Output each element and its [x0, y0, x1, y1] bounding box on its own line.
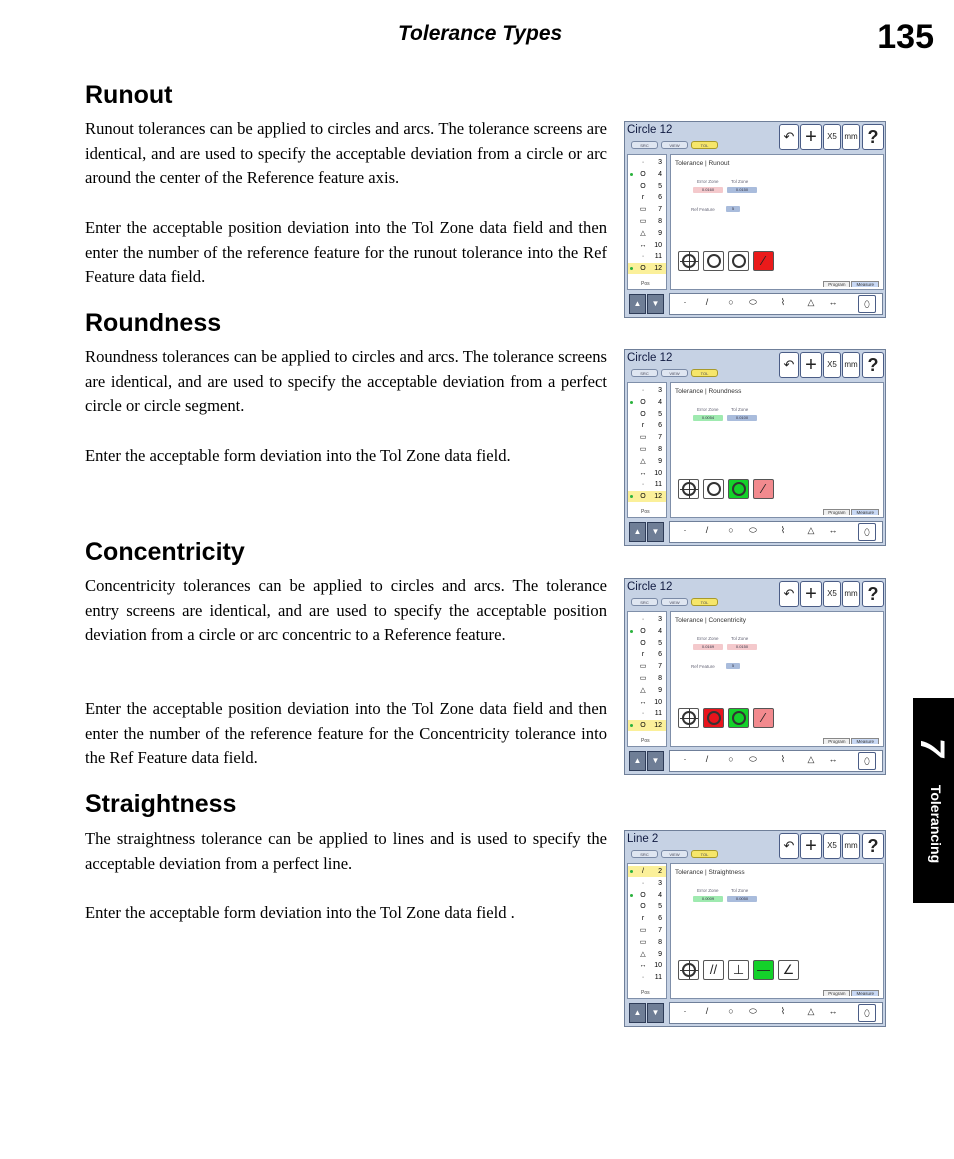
blob-tool-icon[interactable]: ⬯: [858, 752, 876, 770]
feature-glyph: ↔: [639, 241, 647, 249]
blob-tool-icon[interactable]: ⬯: [858, 523, 876, 541]
feature-list: [627, 382, 667, 518]
undo-icon[interactable]: ↶: [779, 833, 799, 859]
line-tool-icon[interactable]: /: [705, 1006, 709, 1016]
tolerance-panel: [670, 611, 884, 747]
screen-tab-tol[interactable]: TOL: [691, 369, 718, 377]
selected-circle-tolerance-icon[interactable]: [728, 479, 749, 499]
feature-number: 8: [658, 675, 662, 682]
feature-glyph: O: [640, 398, 646, 406]
scroll-down-icon[interactable]: ▼: [647, 522, 664, 542]
feature-list-item[interactable]: [628, 157, 666, 168]
tolerance-panel: [670, 863, 884, 999]
tolerance-panel: [670, 382, 884, 518]
scroll-down-icon[interactable]: ▼: [647, 1003, 664, 1023]
feature-glyph: △: [640, 229, 646, 237]
feature-glyph: O: [640, 265, 646, 273]
pos-label: Pos: [641, 990, 650, 996]
undo-icon[interactable]: ↶: [779, 352, 799, 378]
feature-glyph: O: [640, 170, 646, 178]
feature-list-item[interactable]: [628, 432, 666, 443]
feature-number: 10: [654, 962, 662, 970]
slot-tool-icon[interactable]: ⬭: [749, 1006, 757, 1016]
feature-list-item[interactable]: [628, 456, 666, 467]
circle-tool-icon[interactable]: ○: [728, 297, 734, 307]
chapter-number: 7: [912, 738, 951, 757]
units-button[interactable]: mm: [842, 352, 860, 378]
feature-glyph: O: [640, 722, 646, 730]
feature-list-item[interactable]: [628, 949, 666, 960]
position-tolerance-icon[interactable]: [678, 960, 699, 980]
feature-list-item[interactable]: [628, 385, 666, 396]
feature-glyph: ↔: [639, 962, 647, 970]
scroll-up-icon[interactable]: ▲: [629, 1003, 646, 1023]
error-zone-field[interactable]: 0.0160: [693, 187, 723, 193]
crosshair-icon[interactable]: +: [800, 352, 822, 378]
measure-tools: [669, 1002, 883, 1024]
feature-glyph: ▭: [639, 927, 647, 934]
measure-tools: [669, 293, 883, 315]
feature-number: 3: [658, 159, 662, 166]
undo-icon[interactable]: ↶: [779, 124, 799, 150]
feature-list-item[interactable]: [628, 204, 666, 215]
program-tab[interactable]: Program: [823, 281, 850, 287]
screen-bottom-bar: [625, 519, 885, 545]
feature-glyph: O: [640, 903, 646, 911]
tolerance-panel-title: Tolerance | Straightness: [675, 869, 745, 876]
error-zone-field[interactable]: 0.0169: [693, 644, 723, 650]
program-tab[interactable]: Program: [823, 738, 850, 744]
angle-tool-icon[interactable]: △: [807, 297, 815, 307]
distance-tool-icon[interactable]: ⌇: [780, 754, 786, 764]
feature-list-item[interactable]: [628, 925, 666, 936]
failed-tolerance-icon[interactable]: [703, 708, 724, 728]
feature-glyph: ▭: [639, 675, 647, 682]
feature-glyph: △: [640, 950, 646, 958]
feature-list-item[interactable]: [628, 614, 666, 625]
selected-circle-tolerance-icon[interactable]: [728, 708, 749, 728]
feature-list-item[interactable]: [628, 420, 666, 431]
crosshair-icon[interactable]: +: [800, 124, 822, 150]
feature-glyph: ▭: [639, 434, 647, 442]
tol-zone-header: Tol Zone: [731, 179, 749, 184]
tolerance-panel-title: Tolerance | Concentricity: [675, 617, 747, 624]
tolerance-type-icon[interactable]: —: [753, 960, 774, 980]
help-button[interactable]: ?: [862, 124, 884, 150]
screen-tab-view[interactable]: VIEW: [661, 141, 688, 149]
feature-number: 4: [658, 891, 662, 899]
feature-list-item[interactable]: [628, 673, 666, 684]
line-tool-icon[interactable]: /: [705, 754, 709, 764]
feature-number: 7: [658, 206, 662, 214]
screen-title: Circle 12: [627, 352, 673, 364]
feature-number: 10: [654, 698, 662, 706]
feature-glyph: r: [641, 194, 645, 202]
feature-number: 5: [658, 639, 662, 647]
feature-number: 7: [658, 434, 662, 442]
tol-zone-field[interactable]: 0.0100: [727, 415, 757, 421]
ref-feature-label: Ref Feature: [691, 207, 715, 212]
roundness-paragraph-1: Roundness tolerances can be applied to circles and arcs. The tolerance screens are identical, and are used to specify the acceptable deviation from a perfect circle or circle segment.: [85, 347, 607, 416]
feature-number: 5: [658, 410, 662, 418]
screen-tab-view[interactable]: VIEW: [661, 850, 688, 858]
feature-number: 9: [658, 457, 662, 465]
feature-number: 2: [658, 868, 662, 875]
feature-number: 6: [658, 651, 662, 659]
feature-number: 4: [658, 170, 662, 178]
program-tab[interactable]: Program: [823, 990, 850, 996]
measure-tab[interactable]: Measure: [851, 509, 879, 515]
feature-number: 3: [658, 616, 662, 623]
feature-glyph: ↔: [639, 698, 647, 706]
ref-feature-label: Ref Feature: [691, 664, 715, 669]
position-tolerance-icon[interactable]: [678, 479, 699, 499]
pos-label: Pos: [641, 738, 650, 744]
section-heading-concentricity: Concentricity: [85, 538, 245, 566]
tolerance-type-icon[interactable]: ⊥: [728, 960, 749, 980]
mode-tabs: [822, 281, 879, 287]
error-zone-header: Error Zone: [697, 179, 719, 184]
section-heading-runout: Runout: [85, 81, 173, 109]
width-tool-icon[interactable]: ↔: [828, 297, 838, 307]
feature-list-item[interactable]: [628, 890, 666, 901]
feature-number: 12: [654, 493, 662, 501]
status-dot: [630, 894, 633, 897]
chapter-label: Tolerancing: [928, 784, 944, 864]
feature-list-item[interactable]: [628, 638, 666, 649]
chapter-tab: [913, 698, 954, 903]
feature-glyph: ·: [641, 253, 645, 261]
feature-list-item[interactable]: [628, 468, 666, 479]
screen-bottom-bar: [625, 291, 885, 317]
feature-list-item[interactable]: [628, 901, 666, 912]
units-button[interactable]: mm: [842, 124, 860, 150]
feature-list-item[interactable]: [628, 397, 666, 408]
roundness-paragraph-2: Enter the acceptable form deviation into the Tol Zone data field.: [85, 446, 511, 465]
feature-list-item[interactable]: [628, 937, 666, 948]
feature-list-item[interactable]: [628, 491, 666, 502]
tol-zone-header: Tol Zone: [731, 888, 749, 893]
tolerance-screen-1: [624, 121, 886, 318]
concentricity-paragraph-2: Enter the acceptable position deviation into the Tol Zone data field and then enter the number of the reference feature for the Concentricity tolerance into the Ref Feature data field.: [85, 699, 607, 768]
circle-tool-icon[interactable]: ○: [728, 525, 734, 535]
feature-number: 11: [654, 481, 662, 489]
line-tool-icon[interactable]: /: [705, 525, 709, 535]
pos-label: Pos: [641, 281, 650, 287]
scroll-down-icon[interactable]: ▼: [647, 294, 664, 314]
tolerance-panel-title: Tolerance | Runout: [675, 160, 730, 167]
width-tool-icon[interactable]: ↔: [828, 525, 838, 535]
error-zone-field[interactable]: 0.0054: [693, 415, 723, 421]
status-dot: [630, 495, 633, 498]
feature-number: 5: [658, 903, 662, 911]
blob-tool-icon[interactable]: ⬯: [858, 295, 876, 313]
feature-glyph: ·: [641, 159, 645, 166]
screen-bottom-bar: [625, 748, 885, 774]
feature-list-item[interactable]: [628, 228, 666, 239]
straightness-paragraph-2: Enter the acceptable form deviation into the Tol Zone data field .: [85, 903, 515, 922]
feature-number: 10: [654, 469, 662, 477]
tolerance-screen-2: [624, 349, 886, 546]
feature-glyph: O: [640, 182, 646, 190]
feature-list-item[interactable]: [628, 192, 666, 203]
measure-tab[interactable]: Measure: [851, 281, 879, 287]
crosshair-icon[interactable]: +: [800, 833, 822, 859]
feature-number: 7: [658, 663, 662, 671]
tol-zone-field[interactable]: 0.0150: [727, 187, 757, 193]
feature-glyph: O: [640, 639, 646, 647]
feature-glyph: O: [640, 627, 646, 635]
section-heading-straightness: Straightness: [85, 790, 237, 818]
feature-glyph: ↔: [639, 469, 647, 477]
feature-glyph: ·: [641, 879, 645, 887]
units-button[interactable]: mm: [842, 581, 860, 607]
scroll-up-icon[interactable]: ▲: [629, 522, 646, 542]
screen-tab-tol[interactable]: TOL: [691, 598, 718, 606]
runout-paragraph-1: Runout tolerances can be applied to circles and arcs. The tolerance screens are identical, and are used to specify the acceptable deviation from a circle or arc around the center of the Reference feature axis.: [85, 119, 607, 188]
page-number: 135: [877, 18, 934, 56]
width-tool-icon[interactable]: ↔: [828, 1006, 838, 1016]
distance-tool-icon[interactable]: ⌇: [780, 297, 786, 307]
blob-tool-icon[interactable]: ⬯: [858, 1004, 876, 1022]
feature-glyph: O: [640, 891, 646, 899]
feature-glyph: △: [640, 686, 646, 694]
measure-tab[interactable]: Measure: [851, 990, 879, 996]
tolerance-type-icon[interactable]: ∠: [778, 960, 799, 980]
position-tolerance-icon[interactable]: [678, 708, 699, 728]
status-dot: [630, 267, 633, 270]
feature-number: 12: [654, 265, 662, 273]
scroll-up-icon[interactable]: ▲: [629, 294, 646, 314]
circle-tolerance-icon[interactable]: [703, 479, 724, 499]
point-tool-icon[interactable]: ·: [683, 1006, 687, 1016]
feature-number: 7: [658, 927, 662, 934]
feature-glyph: ·: [641, 616, 645, 623]
feature-glyph: O: [640, 410, 646, 418]
feature-glyph: /: [642, 868, 644, 875]
feature-glyph: ▭: [639, 446, 647, 453]
error-zone-header: Error Zone: [697, 888, 719, 893]
feature-number: 11: [654, 974, 662, 982]
slot-tool-icon[interactable]: ⬭: [749, 525, 757, 535]
feature-list-item[interactable]: [628, 878, 666, 889]
feature-list-item[interactable]: [628, 251, 666, 262]
feature-list-item[interactable]: [628, 240, 666, 251]
angle-tool-icon[interactable]: △: [807, 525, 815, 535]
feature-list: [627, 154, 667, 290]
feature-number: 9: [658, 686, 662, 694]
tol-zone-field[interactable]: 0.0150: [727, 644, 757, 650]
straightness-paragraph-1: The straightness tolerance can be applied to lines and is used to specify the acceptable deviation from a perfect line.: [85, 829, 607, 873]
feature-number: 8: [658, 218, 662, 225]
feature-number: 4: [658, 627, 662, 635]
feature-list-item[interactable]: [628, 181, 666, 192]
screen-tab-src[interactable]: SRC: [631, 598, 658, 606]
feature-glyph: ·: [641, 387, 645, 394]
mode-tabs: [822, 990, 879, 996]
screen-tab-tol[interactable]: TOL: [691, 141, 718, 149]
feature-glyph: r: [641, 651, 645, 659]
feature-number: 6: [658, 422, 662, 430]
runout-paragraph-2: Enter the acceptable position deviation into the Tol Zone data field and then enter the number of the reference feature for the runout tolerance into the Ref Feature data field.: [85, 218, 607, 287]
concentricity-paragraph-1: Concentricity tolerances can be applied to circles and arcs. The tolerance entry screens are identical, and are used to specify the acceptable position deviation from a circle or arc concentric to a Reference feature.: [85, 576, 607, 645]
feature-glyph: ·: [641, 481, 645, 489]
error-zone-field[interactable]: 0.0009: [693, 896, 723, 902]
feature-number: 3: [658, 387, 662, 394]
zoom-button[interactable]: X5: [823, 833, 841, 859]
feature-glyph: ·: [641, 710, 645, 718]
error-zone-header: Error Zone: [697, 636, 719, 641]
feature-glyph: r: [641, 915, 645, 923]
feature-list-item[interactable]: [628, 685, 666, 696]
tol-zone-header: Tol Zone: [731, 407, 749, 412]
crosshair-icon[interactable]: +: [800, 581, 822, 607]
screen-tab-view[interactable]: VIEW: [661, 598, 688, 606]
feature-glyph: ·: [641, 974, 645, 982]
mode-tabs: [822, 738, 879, 744]
scroll-down-icon[interactable]: ▼: [647, 751, 664, 771]
feature-number: 11: [654, 253, 662, 261]
screen-tab-src[interactable]: SRC: [631, 141, 658, 149]
tolerance-type-icon[interactable]: ⁄: [753, 708, 774, 728]
status-dot: [630, 401, 633, 404]
feature-list-item[interactable]: [628, 169, 666, 180]
help-button[interactable]: ?: [862, 352, 884, 378]
feature-number: 6: [658, 194, 662, 202]
feature-number: 11: [654, 710, 662, 718]
feature-list-item[interactable]: [628, 913, 666, 924]
ref-feature-field[interactable]: 5: [726, 206, 740, 212]
feature-list-item[interactable]: [628, 960, 666, 971]
point-tool-icon[interactable]: ·: [683, 525, 687, 535]
width-tool-icon[interactable]: ↔: [828, 754, 838, 764]
tol-zone-header: Tol Zone: [731, 636, 749, 641]
tolerance-type-icon[interactable]: ⁄: [753, 479, 774, 499]
tolerance-type-icon[interactable]: //: [703, 960, 724, 980]
error-zone-header: Error Zone: [697, 407, 719, 412]
undo-icon[interactable]: ↶: [779, 581, 799, 607]
circle-tool-icon[interactable]: ○: [728, 754, 734, 764]
feature-number: 3: [658, 879, 662, 887]
screen-bottom-bar: [625, 1000, 885, 1026]
measure-tools: [669, 750, 883, 772]
slot-tool-icon[interactable]: ⬭: [749, 297, 757, 307]
measure-tools: [669, 521, 883, 543]
feature-list-item[interactable]: [628, 479, 666, 490]
feature-number: 9: [658, 229, 662, 237]
feature-number: 5: [658, 182, 662, 190]
feature-number: 6: [658, 915, 662, 923]
feature-number: 12: [654, 722, 662, 730]
units-button[interactable]: mm: [842, 833, 860, 859]
section-heading-roundness: Roundness: [85, 309, 222, 337]
program-tab[interactable]: Program: [823, 509, 850, 515]
feature-number: 8: [658, 446, 662, 453]
feature-list: [627, 611, 667, 747]
pos-label: Pos: [641, 509, 650, 515]
zoom-button[interactable]: X5: [823, 124, 841, 150]
point-tool-icon[interactable]: ·: [683, 754, 687, 764]
feature-glyph: ▭: [639, 206, 647, 214]
slot-tool-icon[interactable]: ⬭: [749, 754, 757, 764]
circle-tool-icon[interactable]: ○: [728, 1006, 734, 1016]
status-dot: [630, 630, 633, 633]
ref-feature-field[interactable]: 5: [726, 663, 740, 669]
screen-tab-src[interactable]: SRC: [631, 369, 658, 377]
tolerance-panel-title: Tolerance | Roundness: [675, 388, 742, 395]
position-tolerance-icon[interactable]: [678, 251, 699, 271]
feature-number: 8: [658, 938, 662, 946]
tol-zone-field[interactable]: 0.0050: [727, 896, 757, 902]
feature-number: 4: [658, 398, 662, 406]
feature-glyph: ▭: [639, 938, 647, 946]
circle-tolerance-icon[interactable]: [728, 251, 749, 271]
feature-number: 10: [654, 241, 662, 249]
help-button[interactable]: ?: [862, 581, 884, 607]
line-tool-icon[interactable]: /: [705, 297, 709, 307]
screen-title: Circle 12: [627, 124, 673, 136]
feature-glyph: △: [640, 457, 646, 465]
zoom-button[interactable]: X5: [823, 581, 841, 607]
feature-list-item[interactable]: [628, 649, 666, 660]
status-dot: [630, 870, 633, 873]
screen-title: Line 2: [627, 833, 659, 845]
running-header-title: Tolerance Types: [398, 22, 563, 45]
circle-tolerance-icon[interactable]: [703, 251, 724, 271]
feature-list-item[interactable]: [628, 216, 666, 227]
feature-list-item[interactable]: [628, 720, 666, 731]
zoom-button[interactable]: X5: [823, 352, 841, 378]
status-dot: [630, 724, 633, 727]
feature-list-item[interactable]: [628, 409, 666, 420]
measure-tab[interactable]: Measure: [851, 738, 879, 744]
tolerance-screen-3: [624, 578, 886, 775]
screen-tab-view[interactable]: VIEW: [661, 369, 688, 377]
status-dot: [630, 173, 633, 176]
angle-tool-icon[interactable]: △: [807, 754, 815, 764]
distance-tool-icon[interactable]: ⌇: [780, 1006, 786, 1016]
feature-number: 9: [658, 950, 662, 958]
screen-tab-tol[interactable]: TOL: [691, 850, 718, 858]
feature-glyph: ▭: [639, 663, 647, 671]
feature-list-item[interactable]: [628, 972, 666, 983]
feature-glyph: ▭: [639, 218, 647, 225]
tolerance-panel: [670, 154, 884, 290]
feature-list: [627, 863, 667, 999]
tolerance-type-icon[interactable]: ⁄: [753, 251, 774, 271]
feature-glyph: r: [641, 422, 645, 430]
feature-list-item[interactable]: [628, 866, 666, 877]
feature-list-item[interactable]: [628, 708, 666, 719]
feature-list-item[interactable]: [628, 263, 666, 274]
feature-list-item[interactable]: [628, 661, 666, 672]
point-tool-icon[interactable]: ·: [683, 297, 687, 307]
feature-list-item[interactable]: [628, 626, 666, 637]
angle-tool-icon[interactable]: △: [807, 1006, 815, 1016]
feature-glyph: O: [640, 493, 646, 501]
mode-tabs: [822, 509, 879, 515]
help-button[interactable]: ?: [862, 833, 884, 859]
feature-list-item[interactable]: [628, 444, 666, 455]
scroll-up-icon[interactable]: ▲: [629, 751, 646, 771]
screen-title: Circle 12: [627, 581, 673, 593]
feature-list-item[interactable]: [628, 697, 666, 708]
tolerance-screen-4: [624, 830, 886, 1027]
distance-tool-icon[interactable]: ⌇: [780, 525, 786, 535]
screen-tab-src[interactable]: SRC: [631, 850, 658, 858]
